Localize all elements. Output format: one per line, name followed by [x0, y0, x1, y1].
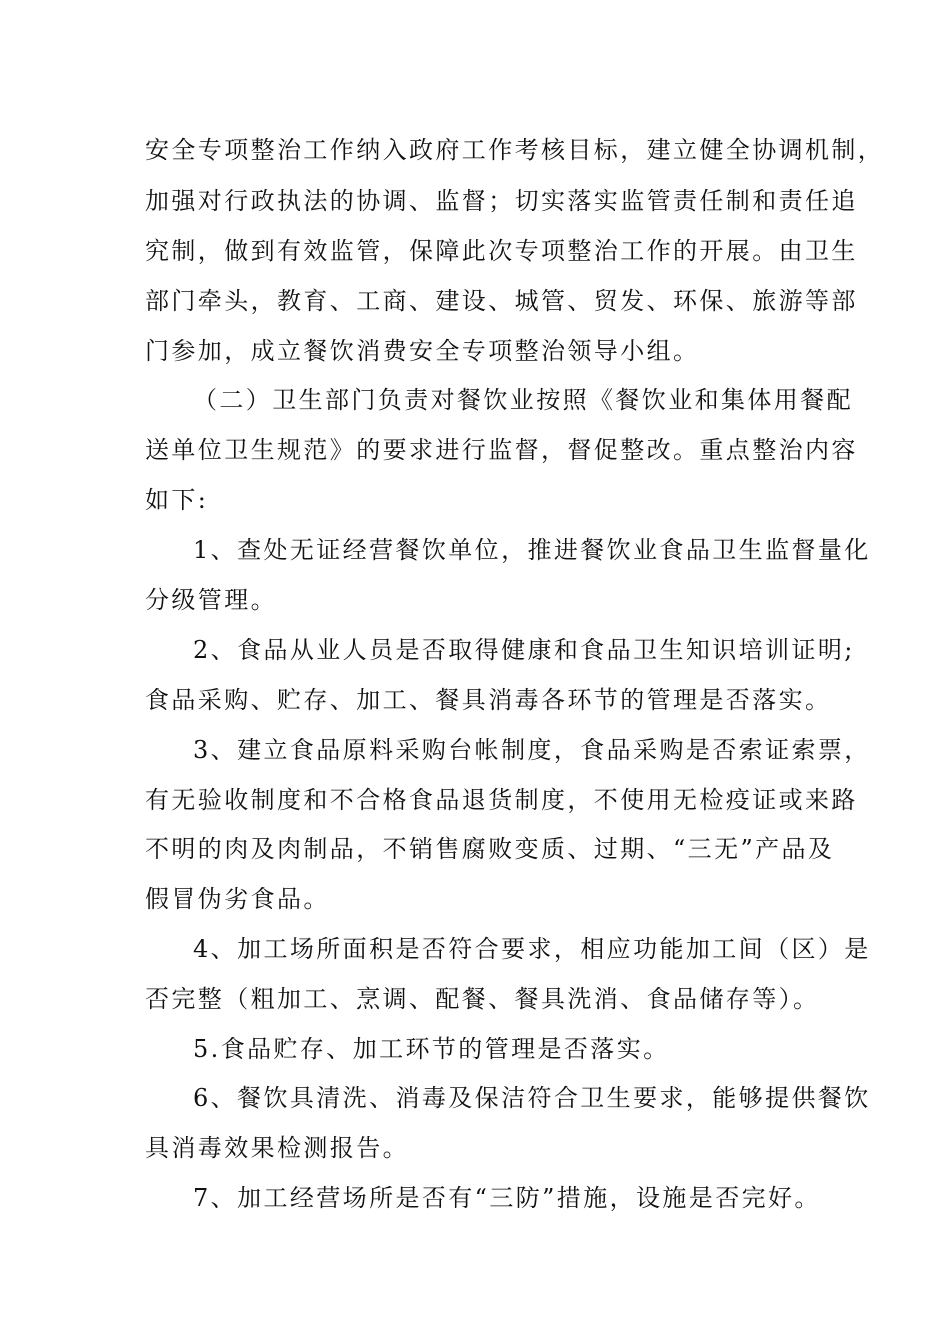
list-item: 7、加工经营场所是否有“三防”措施，设施是否完好。	[193, 1184, 821, 1212]
list-item: 5.食品贮存、加工环节的管理是否落实。	[193, 1035, 670, 1063]
text-line: 否完整（粗加工、烹调、配餐、餐具洗消、食品储存等）。	[145, 985, 820, 1013]
text-line: 假冒伪劣食品。	[145, 885, 330, 913]
text-line: 分级管理。	[145, 586, 277, 614]
text-line: 如下:	[145, 486, 209, 514]
list-item: 4、加工场所面积是否符合要求，相应功能加工间（区）是	[193, 935, 871, 963]
text-line: 安全专项整治工作纳入政府工作考核目标，建立健全协调机制，	[145, 136, 885, 164]
text-line: 部门牵头，教育、工商、建设、城管、贸发、环保、旅游等部	[145, 287, 858, 315]
list-item: 6、餐饮具清洗、消毒及保洁符合卫生要求，能够提供餐饮	[193, 1084, 871, 1112]
text-line: 有无验收制度和不合格食品退货制度，不使用无检疫证或来路	[145, 786, 858, 814]
section-heading: （二）卫生部门负责对餐饮业按照《餐饮业和集体用餐配	[193, 386, 853, 414]
list-item: 2、食品从业人员是否取得健康和食品卫生知识培训证明;	[193, 636, 855, 664]
text-line: 食品采购、贮存、加工、餐具消毒各环节的管理是否落实。	[145, 686, 832, 714]
text-line: 究制，做到有效监管，保障此次专项整治工作的开展。由卫生	[145, 237, 858, 265]
text-line: 具消毒效果检测报告。	[145, 1134, 409, 1162]
list-item: 1、查处无证经营餐饮单位，推进餐饮业食品卫生监督量化	[193, 536, 871, 564]
text-line: 加强对行政执法的协调、监督；切实落实监管责任制和责任追	[145, 187, 858, 215]
text-line: 送单位卫生规范》的要求进行监督，督促整改。重点整治内容	[145, 436, 858, 464]
text-line: 门参加，成立餐饮消费安全专项整治领导小组。	[145, 337, 700, 365]
list-item: 3、建立食品原料采购台帐制度，食品采购是否索证索票，	[193, 736, 871, 764]
text-line: 不明的肉及肉制品，不销售腐败变质、过期、“三无”产品及	[145, 835, 835, 863]
